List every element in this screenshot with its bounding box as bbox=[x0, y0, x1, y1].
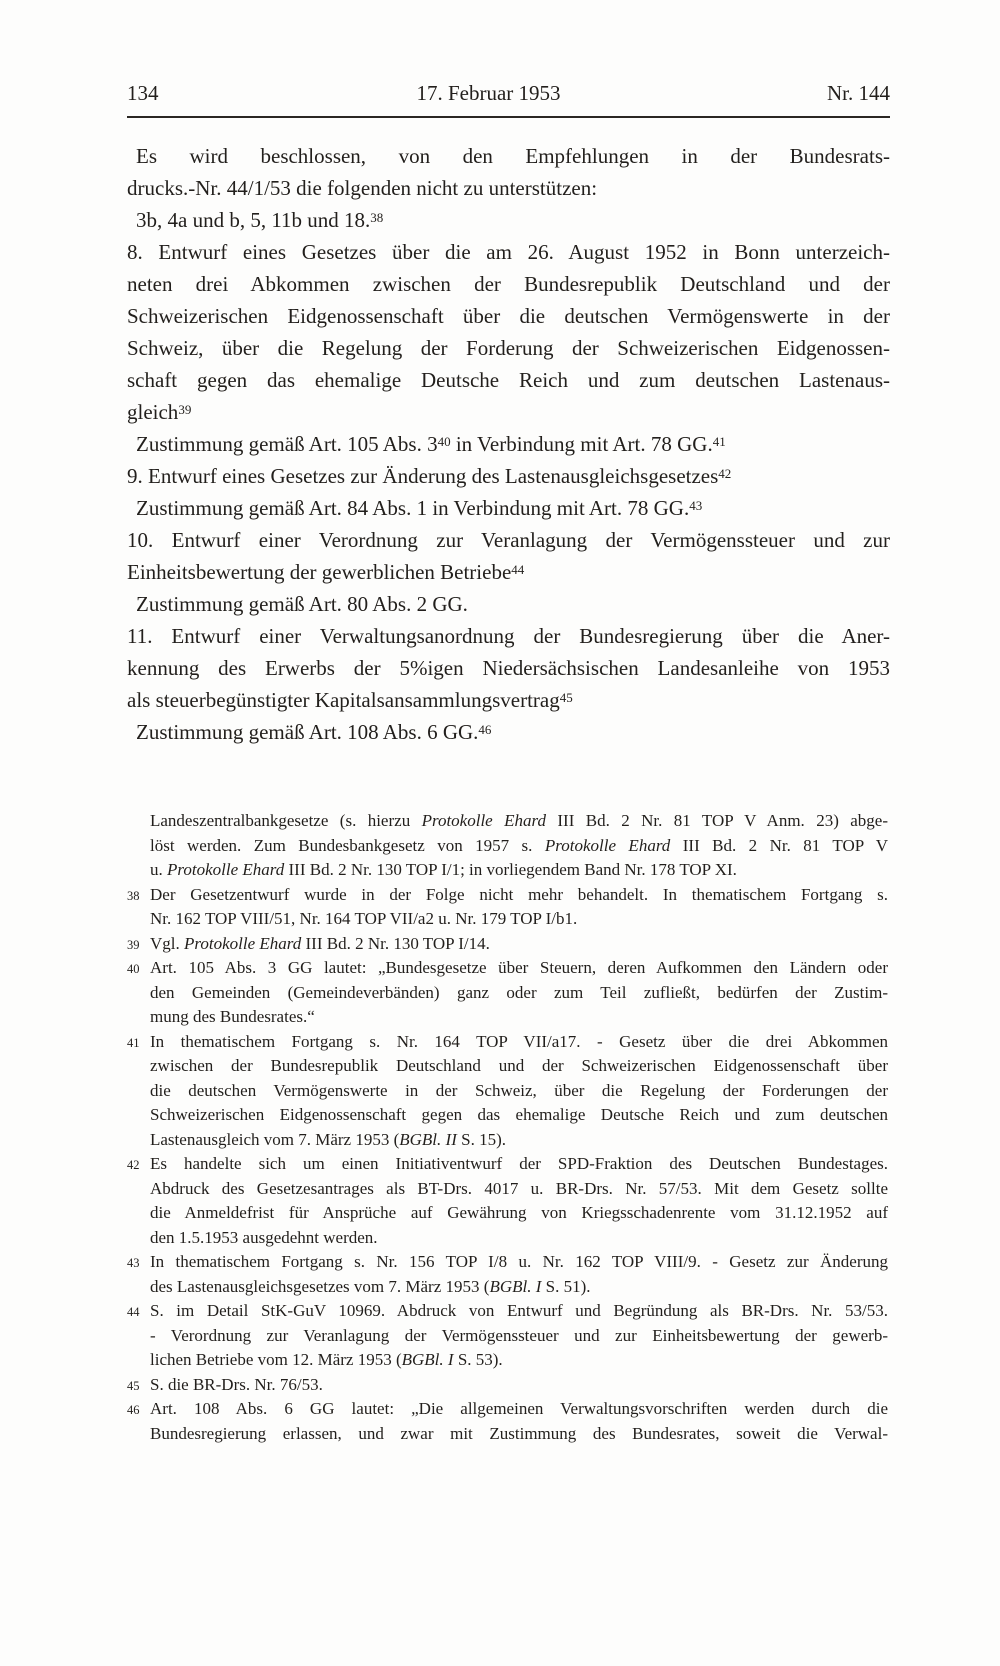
text-segment: 3b, 4a und b, 5, 11b und 18. bbox=[136, 208, 371, 232]
footnote-text bbox=[150, 932, 888, 957]
footnote-text bbox=[150, 1373, 888, 1398]
footnote-text bbox=[150, 956, 888, 1030]
text-segment: Protokolle Ehard bbox=[167, 860, 285, 879]
footnote-number: 42 bbox=[127, 1158, 140, 1172]
text-line bbox=[127, 300, 890, 332]
footnote-text bbox=[150, 1250, 888, 1299]
footnote-number: 41 bbox=[127, 1035, 140, 1050]
text-segment: 11. Entwurf einer Verwaltungsanordnung der Bundesregierung über die Aner- bbox=[127, 624, 890, 648]
footnote-43 bbox=[127, 1250, 888, 1299]
text-segment: Es handelte sich um einen Initiativentwurf der SPD-Fraktion des Deutschen Bundestages. bbox=[150, 1154, 888, 1173]
text-line bbox=[127, 428, 890, 460]
text-segment: Zustimmung gemäß Art. 80 Abs. 2 GG. bbox=[136, 592, 468, 616]
text-line bbox=[150, 907, 888, 932]
text-line bbox=[150, 1324, 888, 1349]
text-segment: Zustimmung gemäß Art. 105 Abs. 3 bbox=[136, 432, 438, 456]
text-line bbox=[150, 1030, 888, 1055]
footnote-marker: 39 bbox=[178, 401, 192, 417]
footnote-marker: 40 bbox=[437, 433, 451, 449]
text-line bbox=[127, 492, 890, 524]
text-segment: Schweizerischen Eidgenossenschaft gegen das ehemalige Deutsche Reich und zum deutschen bbox=[150, 1105, 888, 1124]
text-segment: Der Gesetzentwurf wurde in der Folge nicht mehr behandelt. In thematischem Fortgang s. bbox=[150, 884, 888, 904]
text-segment: Lastenausgleich vom 7. März 1953 ( bbox=[150, 1129, 400, 1149]
text-line bbox=[150, 1201, 888, 1226]
text-segment: Schweiz, über die Regelung der Forderung der Schweizerischen Eidgenossen- bbox=[127, 336, 890, 360]
footnote-marker: 44 bbox=[511, 561, 525, 577]
text-segment: Zustimmung gemäß Art. 108 Abs. 6 GG. bbox=[136, 720, 479, 744]
text-line bbox=[127, 556, 890, 588]
footnote-continuation bbox=[150, 809, 888, 883]
header-rule bbox=[127, 116, 890, 118]
text-line bbox=[127, 716, 890, 748]
text-segment: In thematischem Fortgang s. Nr. 156 TOP I/8 u. Nr. 162 TOP VIII/9. - Gesetz zur Änderung bbox=[150, 1252, 888, 1271]
text-line bbox=[127, 236, 890, 268]
text-line bbox=[150, 956, 888, 981]
text-line bbox=[150, 1128, 888, 1153]
text-segment: 9. Entwurf eines Gesetzes zur Änderung des Lastenausgleichsgesetzes bbox=[127, 464, 719, 488]
text-line bbox=[150, 858, 888, 883]
text-segment: Es wird beschlossen, von den Empfehlungen in der Bundesrats- bbox=[136, 144, 890, 168]
text-segment: Einheitsbewertung der gewerblichen Betriebe bbox=[127, 560, 512, 584]
text-segment: III Bd. 2 Nr. 130 TOP I/1; in vorliegendem Band Nr. 178 TOP XI. bbox=[284, 860, 737, 879]
text-segment: Abdruck des Gesetzesantrages als BT-Drs. 4017 u. BR-Drs. Nr. 57/53. Mit dem Gesetz sollte bbox=[150, 1178, 888, 1198]
footnote-42 bbox=[127, 1152, 888, 1250]
text-line bbox=[150, 1226, 888, 1251]
text-line bbox=[150, 1103, 888, 1128]
text-line bbox=[150, 1397, 888, 1422]
footnote-text bbox=[150, 809, 888, 883]
footnote-marker: 46 bbox=[478, 721, 492, 737]
text-line bbox=[150, 1152, 888, 1177]
text-segment: S. im Detail StK-GuV 10969. Abdruck von Entwurf und Begründung als BR-Drs. Nr. 53/53. bbox=[150, 1301, 888, 1320]
text-line bbox=[127, 332, 890, 364]
text-segment: gleich bbox=[127, 400, 179, 424]
text-segment: S. 15). bbox=[456, 1129, 506, 1149]
footnote-40 bbox=[127, 956, 888, 1030]
text-segment: lichen Betriebe vom 12. März 1953 ( bbox=[150, 1350, 402, 1369]
text-line bbox=[150, 932, 888, 957]
text-segment: BGBl. I bbox=[489, 1276, 542, 1296]
text-line bbox=[127, 396, 890, 428]
text-segment: Vgl. bbox=[150, 933, 184, 953]
text-line bbox=[150, 1054, 888, 1079]
text-segment: III Bd. 2 Nr. 81 TOP V Anm. 23) abge- bbox=[546, 811, 889, 830]
page-header bbox=[127, 81, 890, 107]
text-segment: die deutschen Vermögenswerte in der Schweiz, über die Regelung der Forderungen der bbox=[150, 1080, 888, 1100]
text-line bbox=[127, 204, 890, 236]
footnote-38 bbox=[127, 883, 888, 932]
text-line bbox=[127, 652, 890, 684]
text-line bbox=[127, 268, 890, 300]
footnote-41 bbox=[127, 1030, 888, 1153]
header-doc-number: Nr. 144 bbox=[827, 81, 890, 105]
text-segment: Landeszentralbankgesetze (s. hierzu bbox=[150, 811, 422, 830]
text-segment: kennung des Erwerbs der 5%igen Niedersächsischen Landesanleihe von 1953 bbox=[127, 656, 890, 680]
footnote-text bbox=[150, 1152, 888, 1250]
text-segment: III Bd. 2 Nr. 81 TOP V bbox=[670, 835, 889, 855]
text-segment: mung des Bundesrates.“ bbox=[150, 1007, 315, 1026]
text-line bbox=[150, 981, 888, 1006]
footnote-marker: 45 bbox=[559, 689, 573, 705]
text-line bbox=[127, 588, 890, 620]
text-segment: Protokolle Ehard bbox=[421, 811, 546, 830]
footnote-number: 45 bbox=[127, 1378, 140, 1393]
text-line bbox=[127, 620, 890, 652]
page-number: 134 bbox=[127, 81, 159, 105]
footnote-number: 46 bbox=[127, 1403, 140, 1417]
text-line bbox=[127, 140, 890, 172]
text-segment: in Verbindung mit Art. 78 GG. bbox=[450, 432, 713, 456]
footnote-marker: 42 bbox=[718, 465, 732, 481]
text-line bbox=[150, 883, 888, 908]
text-segment: 10. Entwurf einer Verordnung zur Veranlagung der Vermögenssteuer und zur bbox=[127, 528, 890, 552]
text-segment: Schweizerischen Eidgenossenschaft über die deutschen Vermögenswerte in der bbox=[127, 304, 890, 328]
text-line bbox=[150, 809, 888, 834]
footnote-number: 40 bbox=[127, 962, 140, 976]
footnote-number: 44 bbox=[127, 1305, 140, 1319]
text-line bbox=[127, 684, 890, 716]
text-segment: Protokolle Ehard bbox=[544, 835, 671, 855]
text-segment: In thematischem Fortgang s. Nr. 164 TOP VII/a17. - Gesetz über die drei Abkommen bbox=[150, 1031, 888, 1051]
text-segment: zwischen der Bundesrepublik Deutschland und der Schweizerischen Eidgenossenschaft über bbox=[150, 1056, 888, 1075]
text-segment: Protokolle Ehard bbox=[184, 933, 302, 953]
footnote-text bbox=[150, 1030, 888, 1153]
footnote-marker: 38 bbox=[370, 209, 384, 225]
text-line bbox=[150, 1079, 888, 1104]
text-segment: die Anmeldefrist für Ansprüche auf Gewährung von Kriegsschadenrente vom 31.12.1952 auf bbox=[150, 1203, 888, 1222]
text-segment: S. 51). bbox=[541, 1276, 591, 1296]
text-line bbox=[150, 1422, 888, 1447]
footnote-text bbox=[150, 883, 888, 932]
text-line bbox=[150, 1177, 888, 1202]
text-segment: III Bd. 2 Nr. 130 TOP I/14. bbox=[301, 933, 490, 953]
text-line bbox=[150, 1348, 888, 1373]
text-segment: BGBl. I bbox=[401, 1350, 454, 1369]
footnote-marker: 41 bbox=[712, 433, 726, 449]
text-line bbox=[150, 834, 888, 859]
text-segment: S. 53). bbox=[453, 1350, 503, 1369]
footnote-marker: 43 bbox=[689, 497, 703, 513]
text-segment: neten drei Abkommen zwischen der Bundesrepublik Deutschland und der bbox=[127, 272, 890, 296]
text-line bbox=[150, 1299, 888, 1324]
footnote-46 bbox=[127, 1397, 888, 1446]
text-line bbox=[127, 172, 890, 204]
footnote-44 bbox=[127, 1299, 888, 1373]
text-line bbox=[127, 364, 890, 396]
text-segment: den 1.5.1953 ausgedehnt werden. bbox=[150, 1227, 378, 1247]
text-segment: Art. 105 Abs. 3 GG lautet: „Bundesgesetze über Steuern, deren Aufkommen den Ländern oder bbox=[150, 958, 888, 977]
text-segment: als steuerbegünstigter Kapitalsansammlungsvertrag bbox=[127, 688, 560, 712]
header-date: 17. Februar 1953 bbox=[416, 81, 561, 105]
main-text bbox=[127, 140, 890, 748]
footnote-number: 38 bbox=[127, 888, 140, 903]
text-segment: des Lastenausgleichsgesetzes vom 7. März 1953 ( bbox=[150, 1276, 490, 1296]
footnote-39 bbox=[127, 932, 888, 957]
text-segment: - Verordnung zur Veranlagung der Vermögenssteuer und zur Einheitsbewertung der gewerb- bbox=[150, 1325, 888, 1345]
footnotes-section bbox=[127, 809, 889, 1446]
footnote-number: 39 bbox=[127, 937, 140, 952]
text-line bbox=[127, 524, 890, 556]
text-segment: Nr. 162 TOP VIII/51, Nr. 164 TOP VII/a2 u. Nr. 179 TOP I/b1. bbox=[150, 909, 578, 928]
text-segment: löst werden. Zum Bundesbankgesetz von 1957 s. bbox=[150, 835, 545, 855]
footnote-number: 43 bbox=[127, 1256, 140, 1270]
footnote-text bbox=[150, 1397, 888, 1446]
text-line bbox=[150, 1275, 888, 1300]
text-segment: schaft gegen das ehemalige Deutsche Reich und zum deutschen Lastenaus- bbox=[127, 368, 890, 392]
text-segment: BGBl. II bbox=[399, 1129, 457, 1149]
text-segment: 8. Entwurf eines Gesetzes über die am 26. August 1952 in Bonn unterzeich- bbox=[127, 240, 890, 264]
text-segment: drucks.-Nr. 44/1/53 die folgenden nicht zu unterstützen: bbox=[127, 176, 598, 200]
text-segment: S. die BR-Drs. Nr. 76/53. bbox=[150, 1374, 323, 1394]
text-line bbox=[150, 1005, 888, 1030]
text-line bbox=[150, 1250, 888, 1275]
text-segment: den Gemeinden (Gemeindeverbänden) ganz oder zum Teil zufließt, bedürfen der Zustim- bbox=[150, 982, 888, 1002]
text-segment: Zustimmung gemäß Art. 84 Abs. 1 in Verbindung mit Art. 78 GG. bbox=[136, 496, 690, 520]
text-segment: Art. 108 Abs. 6 GG lautet: „Die allgemeinen Verwaltungsvorschriften werden durch die bbox=[150, 1399, 888, 1418]
text-line bbox=[150, 1373, 888, 1398]
footnote-45 bbox=[127, 1373, 888, 1398]
text-segment: Bundesregierung erlassen, und zwar mit Zustimmung des Bundesrates, soweit die Verwal- bbox=[150, 1423, 888, 1443]
text-segment: u. bbox=[150, 860, 167, 879]
footnote-text bbox=[150, 1299, 888, 1373]
text-line bbox=[127, 460, 890, 492]
